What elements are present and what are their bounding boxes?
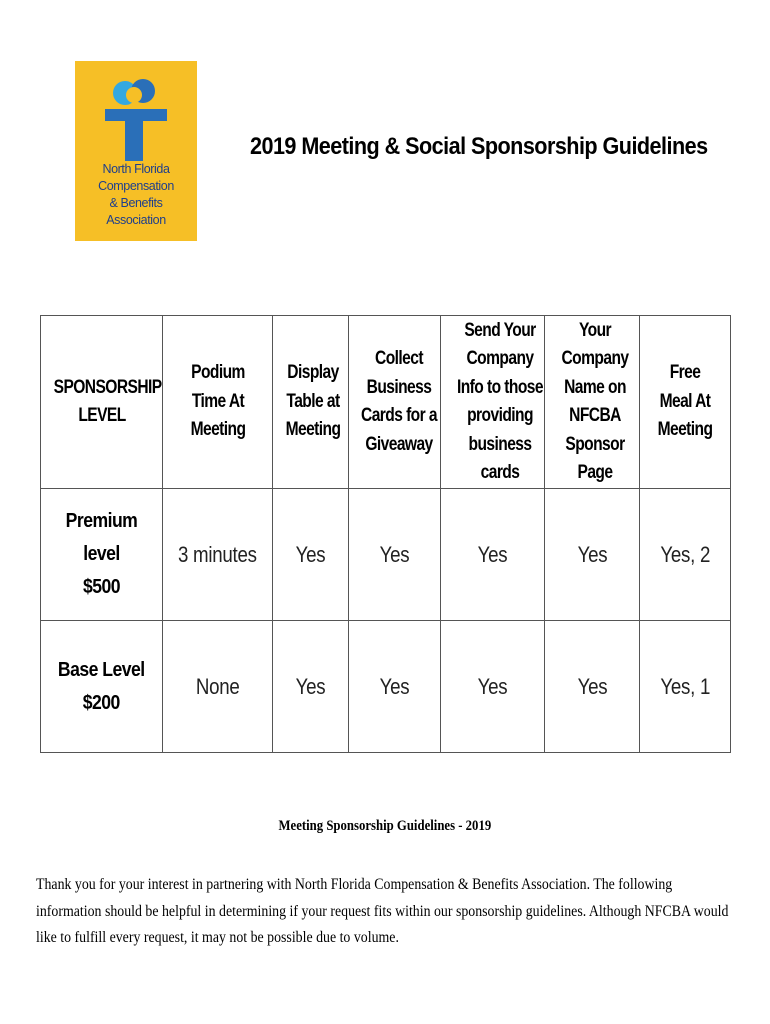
intro-paragraph: Thank you for your interest in partnering with North Florida Compensation & Benefits Association. The following information should be helpful in determining if your request fits within our sponsorship guidelines. Although NFCBA would like to fulfill every request, it may not be possible due to volume.: [36, 876, 729, 946]
logo-line: & Benefits: [109, 196, 163, 210]
nfcba-logo: [75, 61, 197, 241]
section-title: Meeting Sponsorship Guidelines - 2019: [278, 818, 492, 834]
table-row: [41, 489, 731, 621]
value-cell: None: [163, 621, 273, 753]
header-display-table: Display Table at Meeting: [273, 316, 349, 489]
sponsorship-table: [40, 315, 731, 753]
logo-text: [75, 161, 197, 229]
value-cell: Yes: [349, 621, 441, 753]
value-cell: Yes, 1: [640, 621, 731, 753]
value-cell: Yes: [545, 621, 640, 753]
logo-line: Compensation: [98, 179, 174, 193]
level-cell: Base Level $200: [41, 621, 163, 753]
value-cell: Yes: [273, 489, 349, 621]
value-cell: Yes: [349, 489, 441, 621]
level-cell: Premium level $500: [41, 489, 163, 621]
table-header-row: [41, 316, 731, 489]
header-sponsor-page: Your Company Name on NFCBA Sponsor Page: [545, 316, 640, 489]
value-cell: Yes: [441, 489, 545, 621]
value-cell: Yes: [545, 489, 640, 621]
logo-line: North Florida: [102, 162, 170, 176]
header-podium-time: Podium Time At Meeting: [163, 316, 273, 489]
people-icon: [101, 73, 171, 161]
logo-line: Association: [106, 213, 166, 227]
header-free-meal: Free Meal At Meeting: [640, 316, 731, 489]
page-title: 2019 Meeting & Social Sponsorship Guidelines: [250, 133, 708, 160]
value-cell: Yes, 2: [640, 489, 731, 621]
header-send-info: Send Your Company Info to those providing business cards: [441, 316, 545, 489]
header-sponsorship-level: SPONSORSHIP LEVEL: [41, 316, 163, 489]
table-row: [41, 621, 731, 753]
value-cell: Yes: [273, 621, 349, 753]
value-cell: 3 minutes: [163, 489, 273, 621]
value-cell: Yes: [441, 621, 545, 753]
header-collect-cards: Collect Business Cards for a Giveaway: [349, 316, 441, 489]
